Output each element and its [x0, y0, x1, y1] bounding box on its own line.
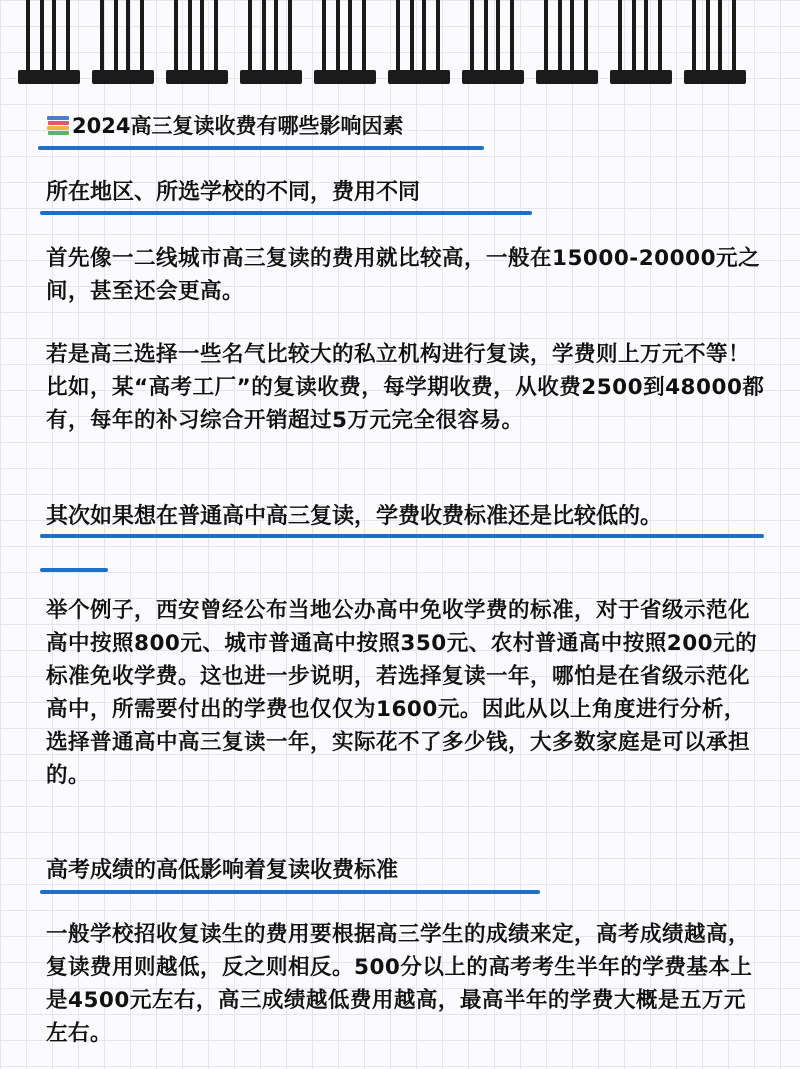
section-heading: 所在地区、所选学校的不同，费用不同	[46, 180, 421, 205]
binder-ring	[684, 0, 746, 84]
binder-ring	[166, 0, 228, 84]
binder-ring	[388, 0, 450, 84]
binder-ring	[536, 0, 598, 84]
heading-underline	[40, 211, 532, 215]
paragraph: 若是高三选择一些名气比较大的私立机构进行复读，学费则上万元不等！比如，某“高考工厂”的复读收费，每学期收费，从收费2500到48000都有，每年的补习综合开销超过5万元完全很容易。	[46, 342, 765, 433]
binder-ring	[18, 0, 80, 84]
paragraph: 举个例子，西安曾经公布当地公办高中免收学费的标准，对于省级示范化高中按照800元、城市普通高中按照350元、农村普通高中按照200元的标准免收学费。这也进一步说明，若选择复读一年，哪怕是在省级示范化高中，所需要付出的学费也仅仅为1600元。因此从以上角度进行分析，选择普通高中高三复读一年，实际花不了多少钱，大多数家庭是可以承担的。	[46, 598, 758, 788]
books-icon	[46, 114, 70, 136]
paragraph: 一般学校招收复读生的费用要根据高三学生的成绩来定，高考成绩越高，复读费用则越低，反之则相反。500分以上的高考考生半年的学费基本上是4500元左右，高三成绩越低费用越高，最高半年的学费大概是五万元左右。	[46, 922, 753, 1046]
heading-underline	[40, 568, 108, 572]
binder-ring	[92, 0, 154, 84]
page-title	[46, 110, 403, 140]
heading-underline	[40, 890, 540, 894]
paragraph: 首先像一二线城市高三复读的费用就比较高，一般在15000-20000元之间，甚至还会更高。	[46, 246, 761, 304]
spiral-binding	[0, 0, 800, 92]
binder-ring	[240, 0, 302, 84]
title-text: 2024高三复读收费有哪些影响因素	[72, 114, 404, 138]
section-heading: 高考成绩的高低影响着复读收费标准	[46, 858, 399, 883]
binder-ring	[610, 0, 672, 84]
binder-ring	[314, 0, 376, 84]
section-heading: 其次如果想在普通高中高三复读，学费收费标准还是比较低的。	[46, 504, 663, 529]
binder-ring	[462, 0, 524, 84]
heading-underline	[40, 534, 764, 538]
title-underline	[38, 146, 484, 150]
